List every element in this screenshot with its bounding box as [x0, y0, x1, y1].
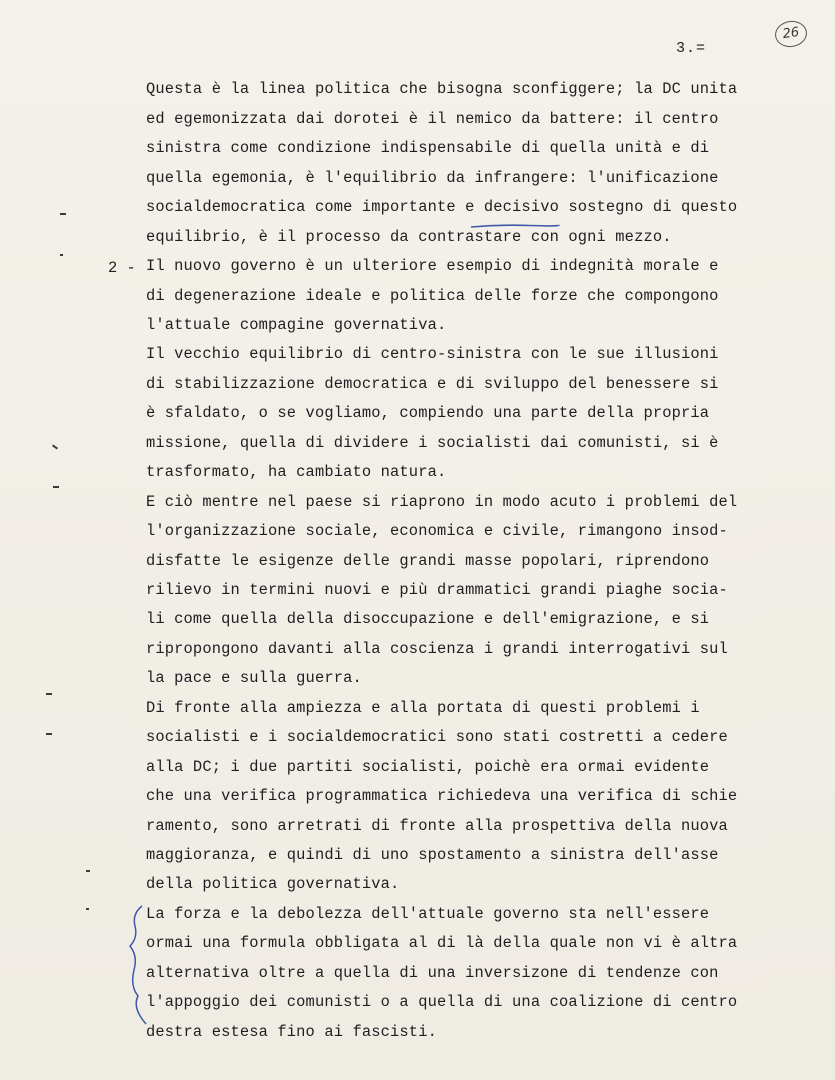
- text-line: ormai una formula obbligata al di là della quale non vi è altra: [146, 934, 738, 952]
- margin-tick: [46, 693, 52, 695]
- text-line: della politica governativa.: [146, 875, 400, 893]
- margin-tick: [53, 486, 59, 488]
- text-line: socialisti e i socialdemocratici sono stati costretti a cedere: [146, 728, 728, 746]
- handwritten-folio-number: 26: [773, 19, 808, 49]
- text-line: trasformato, ha cambiato natura.: [146, 463, 447, 481]
- text-line: missione, quella di dividere i socialisti dai comunisti, si è: [146, 434, 719, 452]
- text-line: li come quella della disoccupazione e dell'emigrazione, e si: [146, 610, 710, 628]
- text-line: La forza e la debolezza dell'attuale governo sta nell'essere: [146, 905, 710, 923]
- margin-tick: [86, 870, 90, 872]
- text-line: ripropongono davanti alla coscienza i grandi interrogativi sul: [146, 640, 728, 658]
- text-line: socialdemocratica come importante e decisivo sostegno di questo: [146, 198, 738, 216]
- text-line: E ciò mentre nel paese si riaprono in modo acuto i problemi del: [146, 493, 738, 511]
- text-line: ramento, sono arretrati di fronte alla prospettiva della nuova: [146, 817, 728, 835]
- text-line: rilievo in termini nuovi e più drammatici grandi piaghe socia-: [146, 581, 728, 599]
- text-line: che una verifica programmatica richiedeva una verifica di schie: [146, 787, 738, 805]
- text-line: Il nuovo governo è un ulteriore esempio di indegnità morale e: [146, 257, 719, 275]
- text-line: l'appoggio dei comunisti o a quella di una coalizione di centro: [146, 993, 738, 1011]
- handwritten-underline: [470, 224, 560, 228]
- text-line: disfatte le esigenze delle grandi masse popolari, riprendono: [146, 552, 710, 570]
- margin-tick: [52, 444, 58, 449]
- text-line: alternativa oltre a quella di una inversizone di tendenze con: [146, 964, 719, 982]
- text-line: maggioranza, e quindi di uno spostamento a sinistra dell'asse: [146, 846, 719, 864]
- handwritten-margin-bracket: [126, 904, 148, 1026]
- text-line: destra estesa fino ai fascisti.: [146, 1023, 437, 1041]
- text-line: di degenerazione ideale e politica delle forze che compongono: [146, 287, 719, 305]
- text-line: Questa è la linea politica che bisogna sconfiggere; la DC unita: [146, 80, 738, 98]
- text-line: è sfaldato, o se vogliamo, compiendo una parte della propria: [146, 404, 710, 422]
- margin-tick: [60, 254, 63, 256]
- text-line: l'attuale compagine governativa.: [146, 316, 447, 334]
- text-line: quella egemonia, è l'equilibrio da infrangere: l'unificazione: [146, 169, 719, 187]
- paragraph-marker: 2 -: [108, 259, 136, 277]
- text-line: Di fronte alla ampiezza e alla portata di questi problemi i: [146, 699, 700, 717]
- text-line: l'organizzazione sociale, economica e civile, rimangono insod-: [146, 522, 728, 540]
- margin-tick: [86, 908, 89, 910]
- text-line: la pace e sulla guerra.: [146, 669, 362, 687]
- text-line: alla DC; i due partiti socialisti, poichè era ormai evidente: [146, 758, 710, 776]
- margin-tick: [46, 733, 52, 735]
- text-line: Il vecchio equilibrio di centro-sinistra con le sue illusioni: [146, 345, 719, 363]
- page-number: 3.=: [676, 40, 707, 57]
- margin-tick: [60, 213, 66, 215]
- text-line: equilibrio, è il processo da contrastare con ogni mezzo.: [146, 228, 672, 246]
- text-line: sinistra come condizione indispensabile di quella unità e di: [146, 139, 710, 157]
- text-line: di stabilizzazione democratica e di sviluppo del benessere si: [146, 375, 719, 393]
- text-line: ed egemonizzata dai dorotei è il nemico da battere: il centro: [146, 110, 719, 128]
